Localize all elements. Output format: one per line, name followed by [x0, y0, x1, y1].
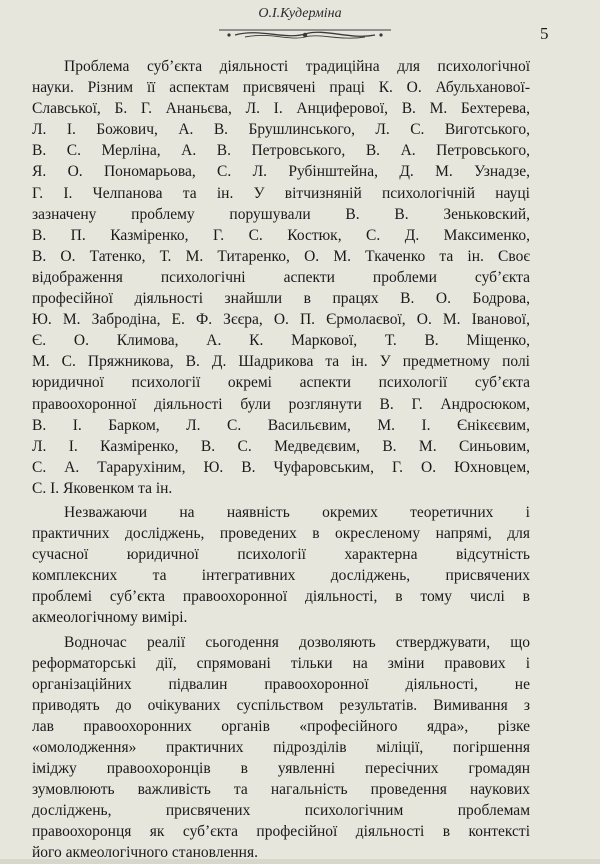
- paragraph: [32, 502, 530, 629]
- text-line: Водночас реалії сьогодення дозволяють стверджувати, що: [64, 633, 530, 651]
- paragraph: [32, 56, 530, 499]
- text-line: практичних досліджень, проведених в окресленому напрямі, для: [32, 525, 530, 543]
- text-line: іміджу правоохоронців в уявленні пересічних громадян: [32, 760, 530, 778]
- text-line: реформаторські дії, спрямовані тільки на зміни правових і: [32, 654, 530, 672]
- text-line: С. І. Яковенком та ін.: [32, 479, 173, 497]
- text-line: Л. І. Казміренко, В. С. Медведєвим, В. М. Синьовим,: [32, 437, 530, 455]
- text-line: Славської, Б. Г. Ананьєва, Л. І. Анциферової, В. М. Бехтерева,: [32, 100, 530, 118]
- text-line: Незважаючи на наявність окремих теоретичних і: [64, 503, 530, 521]
- text-line: В. І. Барком, Л. С. Васильєвим, М. І. Єнікєєвим,: [32, 416, 530, 434]
- text-line: правоохоронної діяльності були розглянути В. Г. Андросюком,: [32, 395, 530, 413]
- text-line: сучасної юридичної психології характерна відсутність: [32, 546, 530, 564]
- text-line: зумовлюють важливість та нагальність проведення наукових: [32, 781, 530, 799]
- text-line: правоохоронця як суб’єкта професійної діяльності в контексті: [32, 823, 530, 841]
- text-line: Я. О. Пономарьова, С. Л. Рубінштейна, Д. М. Узнадзе,: [32, 163, 530, 181]
- text-line: професійної діяльності знайшли в працях В. О. Бодрова,: [32, 290, 530, 308]
- text-line: відображення психологічні аспекти проблеми суб’єкта: [32, 268, 530, 286]
- text-line: зазначену проблему порушували В. В. Зеньковский,: [32, 205, 530, 223]
- text-line: С. А. Тарарухіним, Ю. В. Чуфаровським, Г. О. Юхновцем,: [32, 458, 530, 476]
- text-line: організаційних підвалин правоохоронної діяльності, не: [32, 675, 530, 693]
- text-line: В. П. Казміренко, Г. С. Костюк, С. Д. Максименко,: [32, 226, 530, 244]
- running-header: [0, 6, 600, 42]
- text-line: Є. О. Климова, А. К. Маркової, Т. В. Міщенко,: [32, 332, 530, 350]
- body-text: [32, 56, 530, 864]
- text-line: Ю. М. Забродіна, Е. Ф. Зєєра, О. П. Єрмолаєвої, О. М. Іванової,: [32, 311, 530, 329]
- text-line: лав правоохоронних органів «професійного ядра», різке: [32, 717, 530, 735]
- text-line: В. С. Мерліна, А. В. Петровського, В. А. Петровського,: [32, 142, 530, 160]
- header-author: О.І.Кудерміна: [258, 6, 342, 21]
- text-line: його акмеологічного становлення.: [32, 844, 258, 862]
- text-line: юридичної психології окремі аспекти психології суб’єкта: [32, 374, 530, 392]
- text-line: приводять до очікуваних суспільством результатів. Вимивання з: [32, 696, 530, 714]
- text-line: Л. І. Божович, А. В. Брушлинського, Л. С. Виготського,: [32, 121, 530, 139]
- text-line: науки. Різним її аспектам присвячені праці К. О. Абульханової-: [32, 79, 530, 97]
- text-line: М. С. Пряжникова, В. Д. Шадрикова та ін. У предметному полі: [32, 353, 530, 371]
- text-line: комплексних та інтегративних досліджень, присвячених: [32, 567, 530, 585]
- paragraph: [32, 632, 530, 864]
- header-ornament-icon: [215, 24, 395, 42]
- text-line: В. О. Татенко, Т. М. Титаренко, О. М. Ткаченко та ін. Своє: [32, 247, 530, 265]
- text-line: Г. І. Челпанова та ін. У вітчизняній психологічній науці: [32, 184, 530, 202]
- text-line: Проблема суб’єкта діяльності традиційна для психологічної: [64, 58, 530, 75]
- text-line: досліджень, присвячених психологічним проблемам: [32, 802, 530, 820]
- text-line: «омолодження» практичних підрозділів міліції, погіршення: [32, 739, 530, 756]
- text-line: акмеологічному вимірі.: [32, 609, 188, 627]
- text-line: проблемі суб’єкта правоохоронної діяльності, в тому числі в: [32, 588, 530, 606]
- page-number: 5: [540, 24, 549, 43]
